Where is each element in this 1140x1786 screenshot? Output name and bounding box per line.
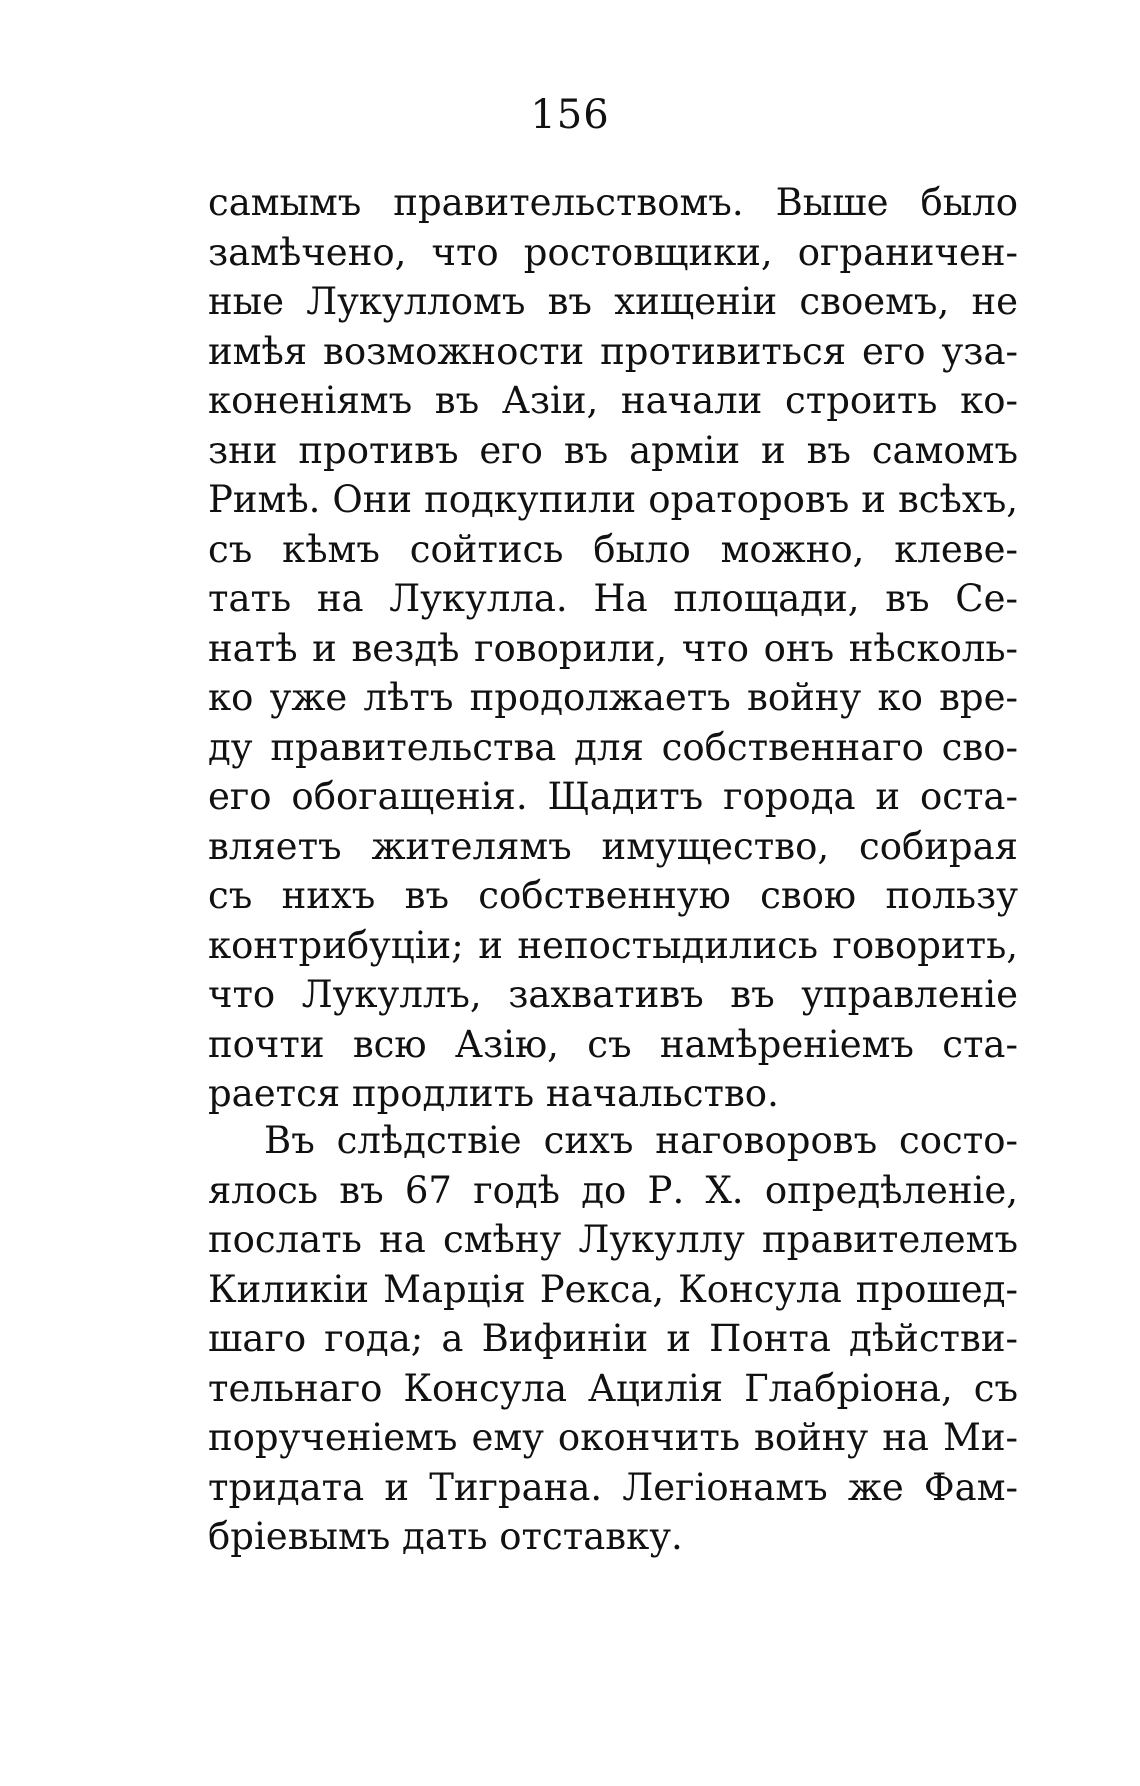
text-line: тридата и Тиграна. Легіонамъ же Фам- [208, 1465, 1018, 1509]
text-line: самымъ правительствомъ. Выше было [208, 181, 1018, 224]
text-line: зни противъ его въ арміи и въ самомъ [208, 428, 1018, 472]
page-number: 156 [530, 92, 610, 138]
paragraph-2 [208, 1116, 1018, 1562]
text-line: послать на смѣну Лукуллу правителемъ [208, 1218, 1018, 1261]
text-line: съ кѣмъ сойтись было можно, клеве- [208, 527, 1018, 571]
text-line: шаго года; а Вифиніи и Понта дѣйстви- [208, 1317, 1018, 1360]
text-line: Киликіи Марція Рекса, Консула прошед- [208, 1267, 1018, 1311]
text-line: вляетъ жителямъ имущество, собирая [208, 824, 1018, 868]
text-line: Римѣ. Они подкупили ораторовъ и всѣхъ, [208, 478, 1018, 521]
text-line: ные Лукулломъ въ хищеніи своемъ, не [208, 280, 1018, 323]
text-line: его обогащенія. Щадитъ города и оста- [208, 775, 1018, 818]
text-line: контрибуціи; и непостыдились говорить, [208, 923, 1018, 967]
text-line: почти всю Азію, съ намѣреніемъ ста- [208, 1022, 1018, 1066]
paragraph-1 [208, 178, 1018, 1119]
text-line: ко уже лѣтъ продолжаетъ войну ко вре- [208, 676, 1018, 719]
text-line: коненіямъ въ Азіи, начали строить ко- [208, 379, 1018, 422]
text-line: рается продлить начальство. [208, 1072, 779, 1115]
text-line: ду правительства для собственнаго сво- [208, 725, 1018, 769]
text-line: съ нихъ въ собственную свою пользу [208, 874, 1018, 917]
text-line: натѣ и вездѣ говорили, что онъ нѣсколь- [208, 626, 1018, 670]
text-line: замѣчено, что ростовщики, ограничен- [208, 230, 1018, 274]
text-line: тать на Лукулла. На площади, въ Се- [208, 577, 1018, 620]
text-line: порученіемъ ему окончить войну на Ми- [208, 1416, 1018, 1459]
text-line: ялось въ 67 годѣ до Р. Х. опредѣленіе, [208, 1168, 1018, 1212]
text-line: имѣя возможности противиться его уза- [208, 329, 1018, 373]
text-line: что Лукуллъ, захвативъ въ управленіе [208, 973, 1018, 1016]
text-line: бріевымъ дать отставку. [208, 1515, 683, 1558]
text-line: Въ слѣдствіе сихъ наговоровъ состо- [264, 1119, 1018, 1162]
text-line: тельнаго Консула Ацилія Глабріона, съ [208, 1366, 1018, 1410]
